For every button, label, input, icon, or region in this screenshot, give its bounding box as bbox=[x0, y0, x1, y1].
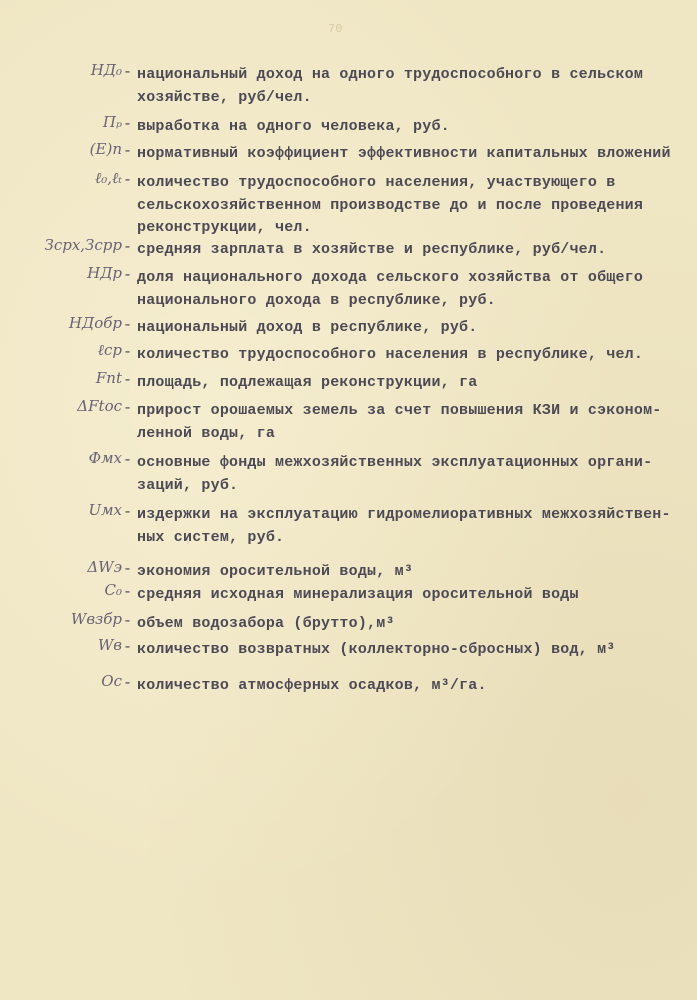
definition-line: выработка на одного человека, руб. bbox=[137, 118, 450, 135]
symbol: Oс bbox=[101, 672, 122, 690]
definition-line: средняя зарплата в хозяйстве и республике, руб/чел. bbox=[137, 241, 607, 258]
definition-text bbox=[137, 675, 487, 698]
dash-separator: - bbox=[123, 584, 133, 601]
definition-text bbox=[137, 504, 671, 549]
symbol: НДобр bbox=[68, 314, 122, 332]
definition-line: национальный доход на одного трудоспособного в сельском bbox=[137, 66, 644, 83]
dash-separator: - bbox=[123, 317, 133, 334]
symbol: Зсрх,Зсрр bbox=[44, 236, 122, 254]
dash-separator: - bbox=[123, 400, 133, 417]
definition-text bbox=[137, 64, 643, 109]
symbol: (E)n bbox=[89, 140, 122, 158]
definition-text bbox=[137, 561, 413, 584]
dash-separator: - bbox=[123, 239, 133, 256]
dash-separator: - bbox=[123, 267, 133, 284]
dash-separator: - bbox=[123, 116, 133, 133]
symbol: Wв bbox=[97, 636, 122, 654]
definition-text bbox=[137, 172, 643, 240]
definition-line: количество возвратных (коллекторно-сбросных) вод, м³ bbox=[137, 641, 616, 658]
dash-separator: - bbox=[123, 561, 133, 578]
symbol: Фмх bbox=[88, 449, 122, 467]
symbol: Wвзбр bbox=[70, 610, 122, 628]
definition-text bbox=[137, 267, 643, 312]
symbol: ℓср bbox=[97, 341, 122, 359]
definition-line: количество трудоспособного населения, участвующего в bbox=[137, 174, 616, 191]
symbol: Uмх bbox=[88, 501, 122, 519]
symbol: НДр bbox=[87, 264, 122, 282]
definition-line: экономия оросительной воды, м³ bbox=[137, 563, 414, 580]
definition-text bbox=[137, 639, 615, 662]
definition-line: сельскохозяйственном производстве до и после проведения bbox=[137, 196, 644, 214]
definition-line: площадь, подлежащая реконструкции, га bbox=[137, 374, 478, 391]
page-number: 70 bbox=[328, 22, 343, 36]
dash-separator: - bbox=[123, 675, 133, 692]
definition-line: издержки на эксплуатацию гидромелиоративных межхозяйствен- bbox=[137, 506, 671, 523]
definition-text bbox=[137, 613, 395, 636]
symbol: ℓ₀,ℓₜ bbox=[95, 169, 122, 187]
symbol: ΔWэ bbox=[87, 558, 122, 576]
dash-separator: - bbox=[123, 64, 133, 81]
definition-text bbox=[137, 584, 579, 607]
symbol: НД₀ bbox=[90, 61, 122, 79]
dash-separator: - bbox=[123, 344, 133, 361]
symbol: Fпt bbox=[95, 369, 122, 387]
definition-line: национальный доход в республике, руб. bbox=[137, 319, 478, 336]
definition-line: нормативный коэффициент эффективности капитальных вложений bbox=[137, 145, 671, 162]
definition-text bbox=[137, 143, 671, 166]
definition-line: прирост орошаемых земель за счет повышения КЗИ и сэконом- bbox=[137, 402, 662, 419]
symbol: Пₚ bbox=[102, 113, 122, 131]
definition-line: количество атмосферных осадков, м³/га. bbox=[137, 677, 487, 694]
symbol: ΔFtос bbox=[77, 397, 122, 415]
definition-text bbox=[137, 317, 477, 340]
definition-line: заций, руб. bbox=[137, 476, 239, 494]
definition-line: количество трудоспособного населения в республике, чел. bbox=[137, 346, 644, 363]
dash-separator: - bbox=[123, 372, 133, 389]
definition-line: средняя исходная минерализация оросительной воды bbox=[137, 586, 579, 603]
dash-separator: - bbox=[123, 613, 133, 630]
symbol: C₀ bbox=[104, 581, 122, 599]
definition-text bbox=[137, 400, 661, 445]
dash-separator: - bbox=[123, 504, 133, 521]
definition-text bbox=[137, 452, 652, 497]
definition-line: ленной воды, га bbox=[137, 424, 276, 442]
dash-separator: - bbox=[123, 172, 133, 189]
definition-text bbox=[137, 344, 643, 367]
definition-text bbox=[137, 116, 450, 139]
definition-line: хозяйстве, руб/чел. bbox=[137, 88, 312, 106]
definition-line: основные фонды межхозяйственных эксплуатационных органи- bbox=[137, 454, 653, 471]
definition-text bbox=[137, 239, 606, 262]
dash-separator: - bbox=[123, 143, 133, 160]
definition-line: национального дохода в республике, руб. bbox=[137, 291, 496, 309]
dash-separator: - bbox=[123, 639, 133, 656]
definition-line: объем водозабора (брутто),м³ bbox=[137, 615, 395, 632]
definition-line: доля национального дохода сельского хозяйства от общего bbox=[137, 269, 644, 286]
dash-separator: - bbox=[123, 452, 133, 469]
definition-text bbox=[137, 372, 477, 395]
definition-line: реконструкции, чел. bbox=[137, 219, 312, 236]
definition-line: ных систем, руб. bbox=[137, 528, 285, 546]
